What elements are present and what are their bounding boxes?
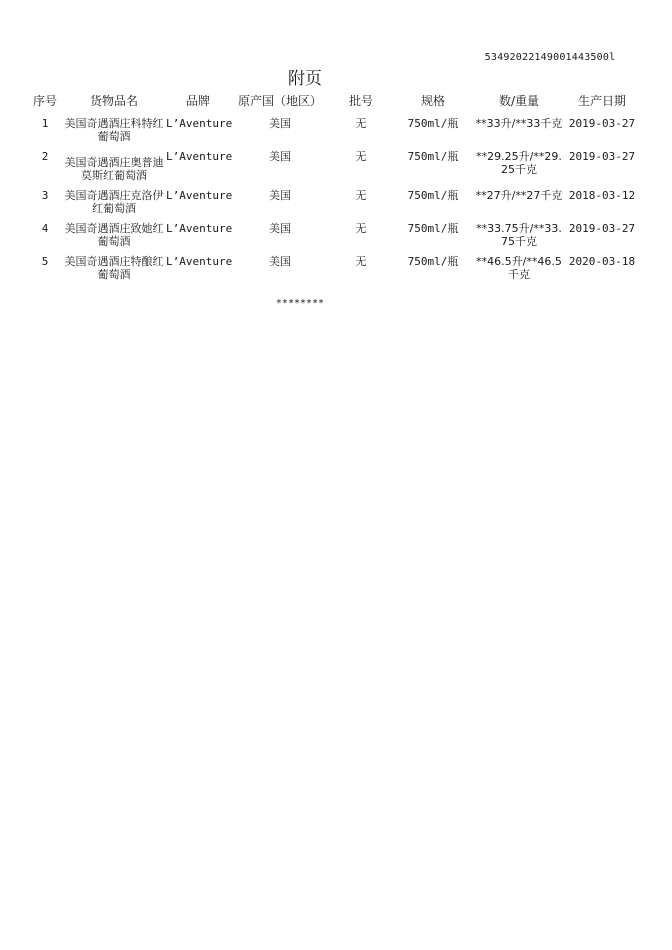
production-date: 2019-03-27 <box>568 222 636 235</box>
quantity: **33.75升/**33.75千克 <box>476 222 562 248</box>
brand: L’Aventure <box>166 255 233 268</box>
production-date: 2020-03-18 <box>568 255 636 268</box>
quantity: **46.5升/**46.5千克 <box>476 255 562 281</box>
spec: 750ml/瓶 <box>407 150 459 163</box>
origin: 美国 <box>269 222 291 235</box>
column-header-batch: 批号 <box>348 94 373 108</box>
document-number: 53492022149001443500l <box>484 52 616 63</box>
row-number: 2 <box>41 150 49 163</box>
row-number: 3 <box>41 189 49 202</box>
column-header-date: 生产日期 <box>577 94 626 108</box>
spec: 750ml/瓶 <box>407 117 459 130</box>
goods-name: 美国奇遇酒庄克洛伊红葡萄酒 <box>64 189 164 215</box>
table-header-row <box>28 92 640 117</box>
production-date: 2018-03-12 <box>568 189 636 202</box>
goods-table <box>28 92 640 288</box>
spec: 750ml/瓶 <box>407 189 459 202</box>
batch: 无 <box>355 222 367 235</box>
quantity: **27升/**27千克 <box>475 189 563 202</box>
batch: 无 <box>355 150 367 163</box>
brand: L’Aventure <box>166 117 233 130</box>
quantity: **33升/**33千克 <box>475 117 563 130</box>
production-date: 2019-03-27 <box>568 117 636 130</box>
column-header-spec: 规格 <box>420 94 445 108</box>
column-header-brand: 品牌 <box>185 94 210 108</box>
brand: L’Aventure <box>166 150 233 163</box>
goods-name: 美国奇遇酒庄致她红葡萄酒 <box>64 222 164 248</box>
origin: 美国 <box>269 117 291 130</box>
origin: 美国 <box>269 255 291 268</box>
goods-name: 美国奇遇酒庄特酿红葡萄酒 <box>64 255 164 281</box>
table-row <box>28 222 640 255</box>
origin: 美国 <box>269 189 291 202</box>
column-header-name: 货物品名 <box>89 94 138 108</box>
row-number: 5 <box>41 255 49 268</box>
batch: 无 <box>355 117 367 130</box>
production-date: 2019-03-27 <box>568 150 636 163</box>
column-header-origin: 原产国（地区） <box>237 94 322 108</box>
goods-name: 美国奇遇酒庄科特红葡萄酒 <box>64 117 164 143</box>
table-row <box>28 189 640 222</box>
column-header-no: 序号 <box>32 94 57 108</box>
table-row <box>28 150 640 189</box>
spec: 750ml/瓶 <box>407 255 459 268</box>
origin: 美国 <box>269 150 291 163</box>
page-title: 附页 <box>288 69 322 89</box>
end-marker: ******** <box>275 298 325 309</box>
column-header-quantity: 数/重量 <box>498 94 540 108</box>
batch: 无 <box>355 255 367 268</box>
table-row <box>28 117 640 150</box>
goods-name: 美国奇遇酒庄奥普迪莫斯红葡萄酒 <box>64 156 164 182</box>
brand: L’Aventure <box>166 222 233 235</box>
quantity: **29.25升/**29.25千克 <box>476 150 562 176</box>
spec: 750ml/瓶 <box>407 222 459 235</box>
table-row <box>28 255 640 288</box>
brand: L’Aventure <box>166 189 233 202</box>
batch: 无 <box>355 189 367 202</box>
row-number: 1 <box>41 117 49 130</box>
row-number: 4 <box>41 222 49 235</box>
